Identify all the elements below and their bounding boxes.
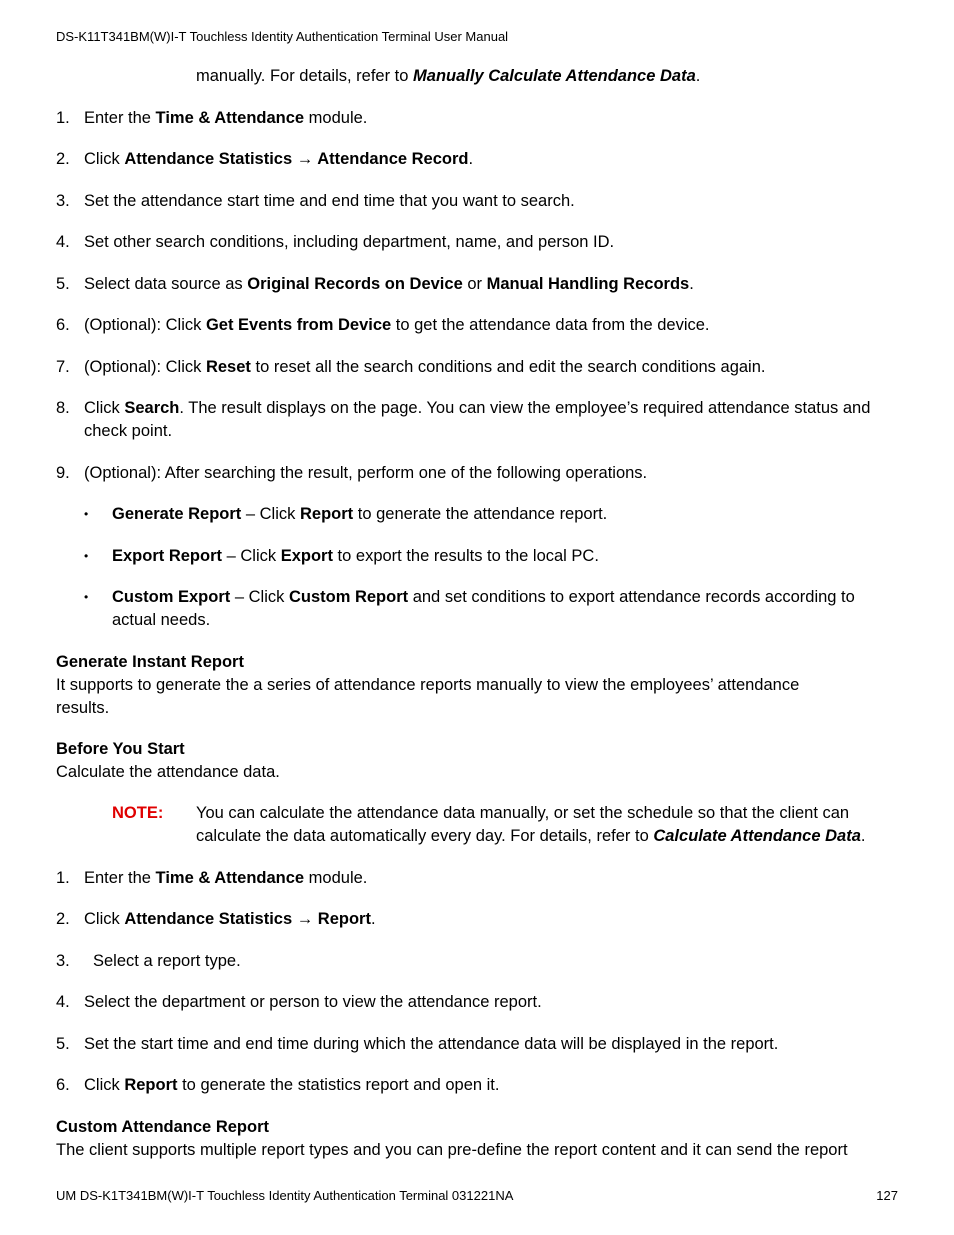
page-number: 127 xyxy=(876,1188,898,1203)
bullet-item: • Custom Export – Click Custom Report and set conditions to export attendance records according to actual needs. xyxy=(84,586,898,632)
bullet-icon: • xyxy=(84,507,89,521)
list-item: 1. Enter the Time & Attendance module. xyxy=(56,109,368,127)
list-item: 3. Select a report type. xyxy=(56,952,241,970)
bullet-item: • Export Report – Click Export to export the results to the local PC. xyxy=(84,545,898,568)
page-header: DS-K11T341BM(W)I-T Touchless Identity Authentication Terminal User Manual xyxy=(56,29,509,44)
list-item: 6. Click Report to generate the statistics report and open it. xyxy=(56,1076,500,1094)
continuation-line: manually. For details, refer to Manually Calculate Attendance Data. xyxy=(196,67,701,85)
list-item: 7. (Optional): Click Reset to reset all the search conditions and edit the search conditions again. xyxy=(56,358,766,376)
section-heading: Generate Instant Report xyxy=(56,653,244,671)
list-item: 2. Click Attendance Statistics → Report. xyxy=(56,910,376,928)
list-item: 1. Enter the Time & Attendance module. xyxy=(56,869,368,887)
footer-doc-id: UM DS-K1T341BM(W)I-T Touchless Identity Authentication Terminal 031221NA xyxy=(56,1188,514,1203)
note-block: NOTE: You can calculate the attendance data manually, or set the schedule so that the client can calculate the data automatically every day. For details, refer to Calculate Attendance Data. xyxy=(112,802,898,848)
bullet-item: • Generate Report – Click Report to generate the attendance report. xyxy=(84,503,898,526)
list-item: 3. Set the attendance start time and end time that you want to search. xyxy=(56,192,575,210)
bullet-icon: • xyxy=(84,590,89,604)
list-item: 6. (Optional): Click Get Events from Device to get the attendance data from the device. xyxy=(56,316,710,334)
list-item: 5. Set the start time and end time during which the attendance data will be displayed in the report. xyxy=(56,1035,779,1053)
list-item: 4. Select the department or person to view the attendance report. xyxy=(56,993,542,1011)
list-item: 4. Set other search conditions, including department, name, and person ID. xyxy=(56,233,615,251)
subsection-heading: Before You Start xyxy=(56,740,185,758)
list-item: 5. Select data source as Original Records on Device or Manual Handling Records. xyxy=(56,275,694,293)
section-text: It supports to generate the a series of attendance reports manually to view the employees’ attendance results. xyxy=(56,676,800,717)
list-item: 9. (Optional): After searching the result, perform one of the following operations. xyxy=(56,464,648,482)
list-item: 8. Click Search. The result displays on the page. You can view the employee’s required attendance status and check point. xyxy=(56,399,871,440)
page-footer xyxy=(56,1188,898,1203)
manual-calc-link[interactable]: Manually Calculate Attendance Data xyxy=(413,67,696,85)
bullet-icon: • xyxy=(84,549,89,563)
list-item: 2. Click Attendance Statistics → Attendance Record. xyxy=(56,150,474,168)
subsection-text: Calculate the attendance data. xyxy=(56,763,280,781)
calc-attendance-link[interactable]: Calculate Attendance Data xyxy=(653,827,861,845)
note-label: NOTE: xyxy=(112,804,164,822)
section-heading: Custom Attendance Report xyxy=(56,1118,269,1136)
section-text: The client supports multiple report types and you can pre-define the report content and it can send the report xyxy=(56,1141,848,1159)
